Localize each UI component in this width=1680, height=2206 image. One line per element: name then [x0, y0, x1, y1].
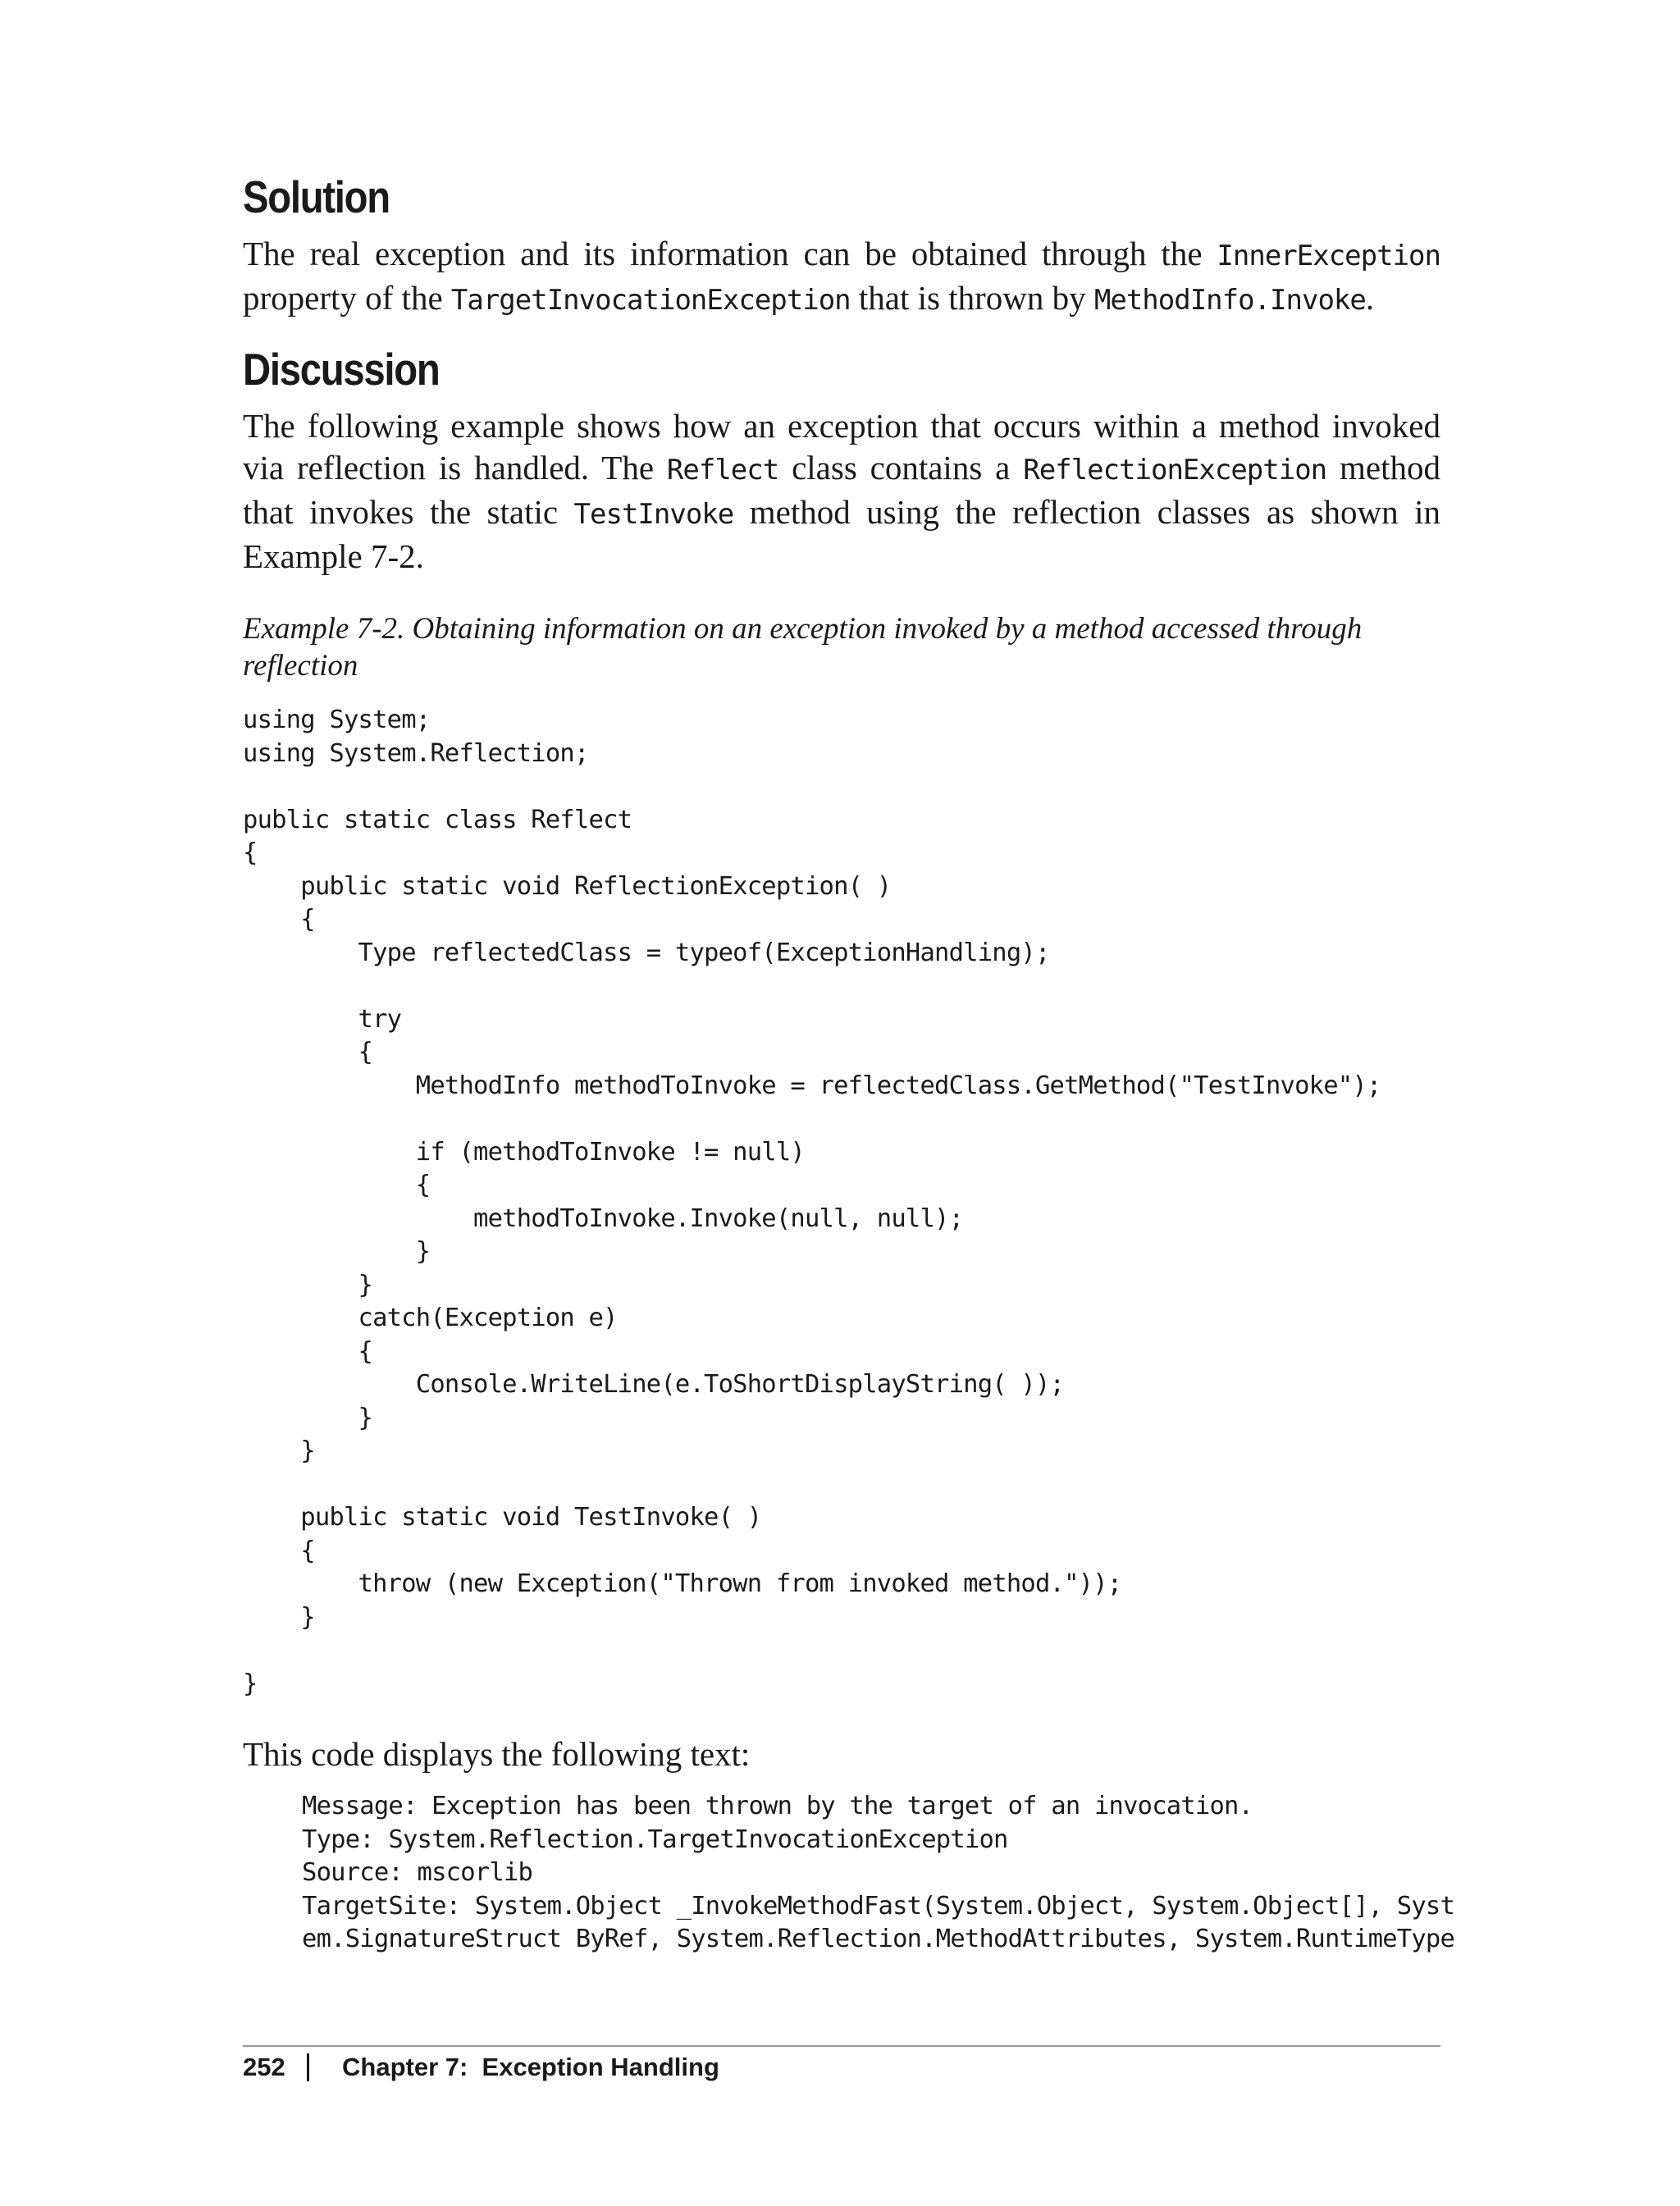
discussion-paragraph: [243, 405, 1440, 578]
page-number: 252: [243, 2053, 285, 2081]
footer-divider: [243, 2045, 1440, 2047]
solution-text-2: property of the: [243, 279, 451, 317]
example-caption: Example 7-2. Obtaining information on an exception invoked by a method accessed through reflection: [243, 612, 1363, 683]
discussion-text-4: method using the reflection classes as shown in Example 7-2.: [243, 493, 1441, 575]
discussion-heading: Discussion: [243, 344, 440, 395]
discussion-text-1: The following example shows how an exception that occurs within a method invoked via reflection is handled. The: [243, 407, 1440, 486]
reflect-code: Reflect: [666, 454, 779, 486]
solution-text-1: The real exception and its information can be obtained through the: [243, 235, 1217, 272]
output-intro: This code displays the following text:: [243, 1735, 751, 1773]
test-invoke-code: TestInvoke: [573, 498, 734, 531]
solution-paragraph: [243, 233, 1440, 322]
footer-separator: [307, 2053, 309, 2081]
page-footer: [243, 2051, 719, 2084]
reflection-exception-code: ReflectionException: [1023, 454, 1327, 486]
chapter-title: Chapter 7: Exception Handling: [342, 2053, 719, 2081]
example-code-listing: using System; using System.Reflection; public static class Reflect { public static void ReflectionException( ) { Type reflectedClass = typeof(ExceptionHandling); try { MethodInfo methodToInvoke = reflectedClass.GetMethod("TestInvoke"); if (methodToInvoke != null) { methodToInvoke.Invoke(null, null); } } catch(Exception e) { Console.WriteLine(e.ToShortDisplayString( )); } } public static void TestInvoke( ) { throw (new Exception("Thrown from invoked method.")); } }: [243, 706, 1381, 1698]
solution-heading: Solution: [243, 171, 390, 222]
inner-exception-code: InnerException: [1217, 240, 1440, 272]
solution-text-4: .: [1365, 279, 1375, 317]
target-invocation-exception-code: TargetInvocationException: [450, 284, 851, 317]
methodinfo-invoke-code: MethodInfo.Invoke: [1093, 284, 1366, 317]
solution-text-3: that is thrown by: [850, 279, 1094, 317]
discussion-text-2: class contains a: [778, 449, 1024, 486]
page-content: [243, 164, 1455, 1957]
discussion-text-3: method that invokes the static: [243, 449, 1441, 531]
output-text-listing: Message: Exception has been thrown by the target of an invocation. Type: System.Reflection.TargetInvocationException Source: mscorlib TargetSite: System.Object _InvokeMethodFast(System.Object, System.Object[], Syst em.SignatureStruct ByRef, System.Reflection.MethodAttributes, System.RuntimeType: [302, 1792, 1455, 1953]
